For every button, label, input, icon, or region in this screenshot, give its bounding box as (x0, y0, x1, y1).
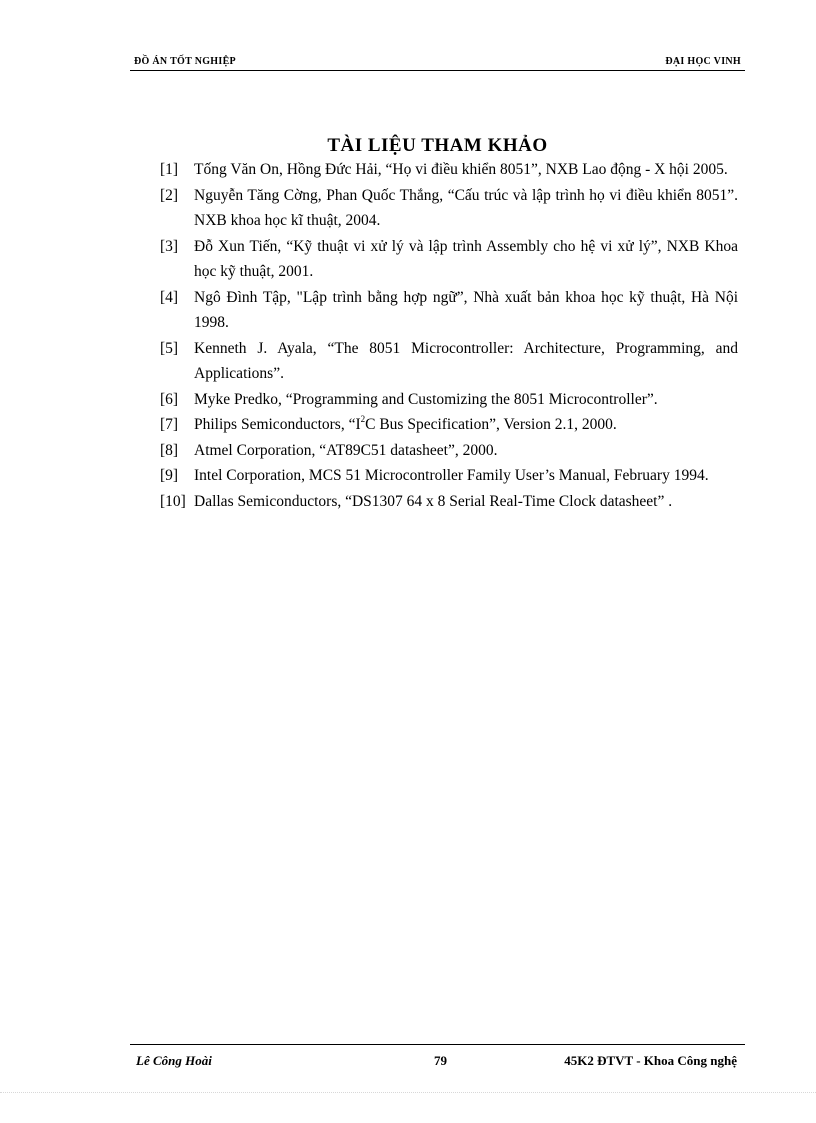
reference-text-before: Philips Semiconductors, “I (194, 416, 361, 433)
reference-item (160, 463, 738, 489)
reference-item (160, 157, 738, 183)
page-header (130, 54, 745, 71)
superscript: 2 (360, 413, 366, 424)
reference-number: [1] (160, 161, 179, 178)
reference-text: Tống Văn On, Hồng Đức Hải, “Họ vi điều khiển 8051”, NXB Lao động - X hội 2005. (194, 161, 728, 178)
page-footer (130, 1044, 745, 1075)
reference-item (160, 183, 738, 234)
page-number: 79 (434, 1053, 447, 1068)
reference-number: [5] (160, 339, 179, 357)
reference-number: [6] (160, 390, 179, 408)
reference-number: [7] (160, 416, 179, 433)
reference-list (160, 157, 738, 514)
reference-item (160, 489, 738, 515)
reference-number: [3] (160, 237, 179, 255)
header-left-text: ĐỒ ÁN TỐT NGHIỆP (134, 56, 236, 67)
reference-text: Myke Predko, “Programming and Customizing the 8051 Microcontroller”. (194, 390, 658, 408)
reference-number: [9] (160, 467, 179, 484)
header-right-text: ĐẠI HỌC VINH (665, 56, 741, 67)
reference-text: Kenneth J. Ayala, “The 8051 Microcontroller: Architecture, Programming, and Applications”. (194, 339, 738, 382)
footer-faculty: 45K2 ĐTVT - Khoa Công nghệ (564, 1053, 737, 1068)
page-title: TÀI LIỆU THAM KHẢO (327, 135, 548, 156)
reference-number: [4] (160, 288, 179, 306)
reference-text: Intel Corporation, MCS 51 Microcontroller Family User’s Manual, February 1994. (194, 467, 709, 484)
reference-text: Ngô Đình Tập, "Lập trình bằng hợp ngữ”, Nhà xuất bản khoa học kỹ thuật, Hà Nội 1998. (194, 288, 738, 331)
reference-item (160, 438, 738, 464)
page-bottom-divider (0, 1092, 816, 1093)
reference-number: [8] (160, 441, 179, 459)
reference-text: Atmel Corporation, “AT89C51 datasheet”, 2000. (194, 441, 498, 459)
reference-item (160, 412, 738, 438)
reference-item (160, 336, 738, 387)
reference-text: Dallas Semiconductors, “DS1307 64 x 8 Serial Real-Time Clock datasheet” . (194, 492, 673, 510)
reference-text (194, 412, 738, 438)
reference-text: Nguyễn Tăng Cờng, Phan Quốc Thắng, “Cấu trúc và lập trình họ vi điều khiển 8051”. NXB khoa học kĩ thuật, 2004. (194, 186, 738, 229)
reference-number: [10] (160, 492, 186, 510)
reference-item (160, 234, 738, 285)
reference-text: Đỗ Xun Tiến, “Kỹ thuật vi xử lý và lập trình Assembly cho hệ vi xử lý”, NXB Khoa học kỹ thuật, 2001. (194, 237, 738, 280)
reference-item (160, 285, 738, 336)
reference-number: [2] (160, 186, 179, 204)
footer-author: Lê Công Hoài (136, 1053, 212, 1068)
reference-text-after: C Bus Specification”, Version 2.1, 2000. (365, 416, 617, 433)
reference-item (160, 387, 738, 413)
